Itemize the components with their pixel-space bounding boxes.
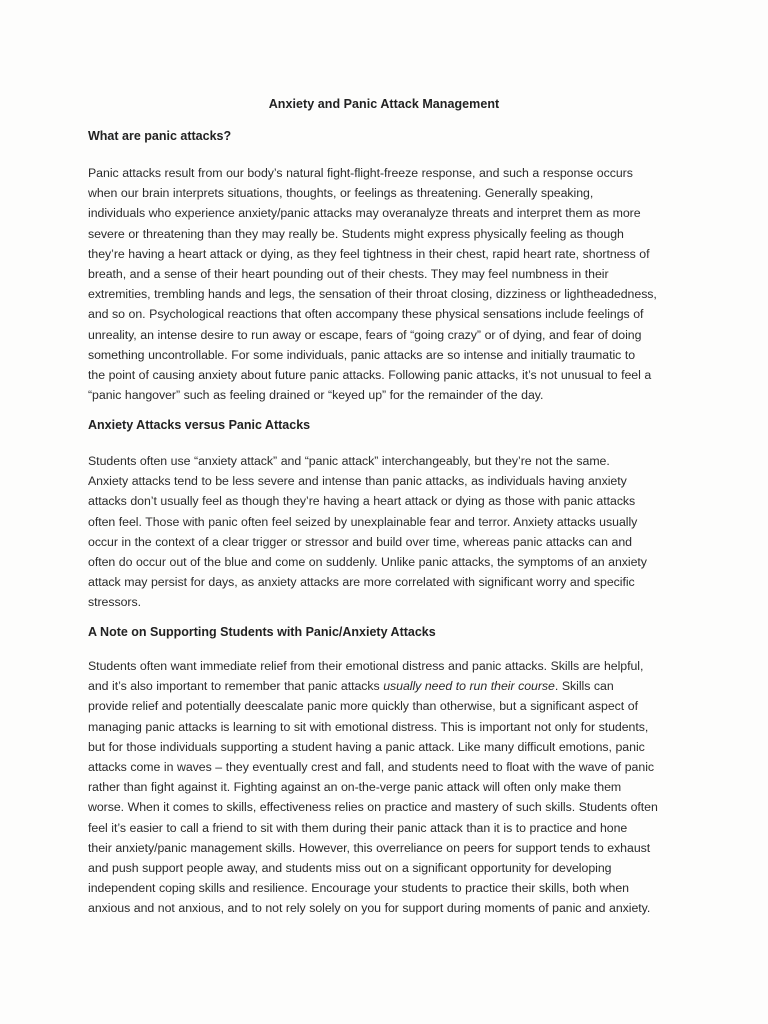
text-line: stressors. [88,595,141,610]
text-line: “panic hangover” such as feeling drained or “keyed up” for the remainder of the day. [88,388,544,403]
text-line: anxious and not anxious, and to not rely solely on you for support during moments of panic and anxiety. [88,901,651,916]
text-line: feel it’s easier to call a friend to sit with them during their panic attack than it is to practice and hone [88,820,628,835]
text-line: individuals who experience anxiety/panic attacks may overanalyze threats and interpret them as more [88,206,641,221]
paragraph-anxiety-vs-panic [88,451,684,613]
text-line: severe or threatening than they may really be. Students might express physically feeling as though [88,226,624,241]
section-heading-anxiety-vs-panic: Anxiety Attacks versus Panic Attacks [88,418,311,432]
text-line: often do occur out of the blue and come on suddenly. Unlike panic attacks, the symptoms of an anxiety [88,555,647,570]
text-line: something uncontrollable. For some individuals, panic attacks are so intense and initially traumatic to [88,347,636,362]
text-line: rather than fight against it. Fighting against an on-the-verge panic attack will often only make them [88,780,622,795]
text-line: extremities, trembling hands and legs, the sensation of their throat closing, dizziness or lightheadedness, [88,287,657,302]
text-line: and push support people away, and students miss out on a significant opportunity for developing [88,861,612,876]
text-line: the point of causing anxiety about future panic attacks. Following panic attacks, it’s not unusual to feel a [88,368,652,383]
section-heading-supporting-students: A Note on Supporting Students with Panic/Anxiety Attacks [88,625,436,639]
paragraph-panic-attacks [88,163,684,405]
text-line: Panic attacks result from our body’s natural fight-flight-freeze response, and such a response occurs [88,166,633,180]
paragraph-supporting-students [88,656,684,919]
text-line: when our brain interprets situations, thoughts, or feelings as threatening. Generally speaking, [88,186,594,201]
text-line: they’re having a heart attack or dying, as they feel tightness in their chest, rapid heart rate, shortness of [88,246,650,261]
text-line: occur in the context of a clear trigger or stressor and build over time, whereas panic attacks can and [88,534,632,549]
text-line: managing panic attacks is learning to sit with emotional distress. This is important not only for students, [88,719,649,734]
text-line-mixed [88,676,684,696]
text-line: provide relief and potentially deescalate panic more quickly than otherwise, but a significant aspect of [88,699,638,714]
text-line: their anxiety/panic management skills. However, this overreliance on peers for support tends to exhaust [88,840,651,855]
text-line: but for those individuals supporting a student having a panic attack. Like many difficult emotions, panic [88,739,645,754]
italic-emphasis: usually need to run their course [383,679,555,694]
text-line: independent coping skills and resilience. Encourage your students to practice their skills, both when [88,881,629,896]
text-line: attacks come in waves – they eventually crest and fall, and students need to float with the wave of panic [88,760,655,775]
text-line: Anxiety attacks tend to be less severe and intense than panic attacks, as individuals having anxiety [88,474,627,489]
text-line: and so on. Psychological reactions that often accompany these physical sensations include feelings of [88,307,644,322]
text-line: Students often want immediate relief from their emotional distress and panic attacks. Skills are helpful, [88,659,644,673]
text-line: unreality, an intense desire to run away or escape, fears of “going crazy” or of dying, and fear of doing [88,327,642,342]
text-line: Students often use “anxiety attack” and “panic attack” interchangeably, but they’re not the same. [88,454,610,468]
text-fragment: . Skills can [554,679,614,694]
text-line: breath, and a sense of their heart pounding out of their chests. They may feel numbness in their [88,267,609,282]
text-line: attacks don’t usually feel as though they’re having a heart attack or dying as those with panic attacks [88,494,636,509]
document-title: Anxiety and Panic Attack Management [268,97,500,111]
text-line: often feel. Those with panic often feel seized by unexplainable fear and terror. Anxiety attacks usually [88,514,638,529]
text-line: attack may persist for days, as anxiety attacks are more correlated with significant worry and specific [88,575,635,590]
section-heading-panic-attacks: What are panic attacks? [88,129,232,143]
text-fragment: and it’s also important to remember that panic attacks [88,679,384,694]
text-line: worse. When it comes to skills, effectiveness relies on practice and mastery of such skills. Students often [88,800,658,815]
